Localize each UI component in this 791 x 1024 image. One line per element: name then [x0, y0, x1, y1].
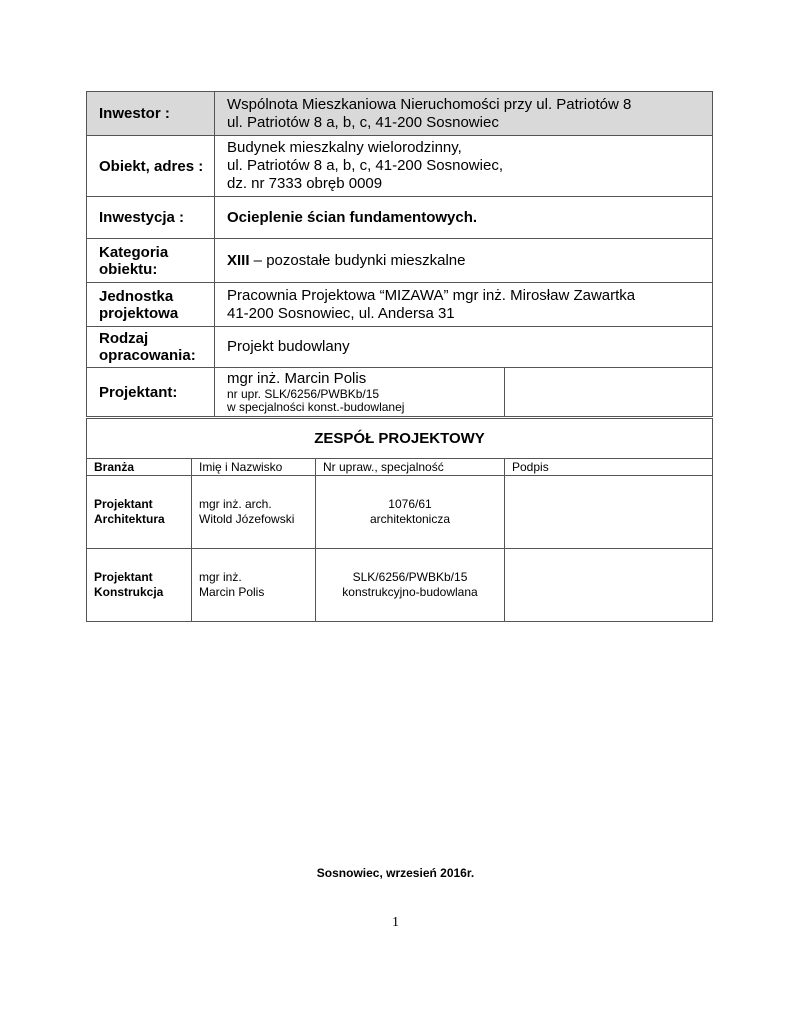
- row-license-line-1: SLK/6256/PWBKb/15: [352, 570, 468, 584]
- designer-license: nr upr. SLK/6256/PWBKb/15: [227, 387, 380, 401]
- object-value: [215, 136, 713, 197]
- table-row: [87, 549, 713, 622]
- investor-value: [215, 92, 713, 136]
- design-unit-label-line-2: projektowa: [99, 304, 179, 322]
- table-row: [87, 476, 713, 549]
- design-unit-row: [87, 283, 713, 327]
- row-branza: [87, 549, 192, 622]
- category-code: XIII: [227, 251, 250, 269]
- header-branza: Branża: [87, 459, 192, 476]
- designer-signature-cell: [505, 368, 713, 417]
- row-name-line-2: Marcin Polis: [199, 585, 265, 599]
- category-label-line-1: Kategoria: [99, 243, 169, 261]
- row-license: [316, 549, 505, 622]
- team-title: ZESPÓŁ PROJEKTOWY: [87, 419, 713, 459]
- design-unit-label-line-1: Jednostka: [99, 287, 174, 305]
- design-unit-line-2: 41-200 Sosnowiec, ul. Andersa 31: [227, 304, 455, 322]
- object-line-1: Budynek mieszkalny wielorodzinny,: [227, 139, 462, 156]
- design-unit-value: [215, 283, 713, 327]
- row-license-line-1: 1076/61: [388, 497, 432, 511]
- investor-line-1: Wspólnota Mieszkaniowa Nieruchomości przy ul. Patriotów 8: [227, 95, 632, 113]
- row-name-line-1: mgr inż. arch.: [199, 497, 272, 511]
- designer-specialty: w specjalności konst.-budowlanej: [227, 400, 405, 414]
- object-line-3: dz. nr 7333 obręb 0009: [227, 175, 383, 192]
- project-info-table: [86, 91, 713, 417]
- object-label: Obiekt, adres :: [87, 136, 215, 197]
- header-license: Nr upraw., specjalność: [316, 459, 505, 476]
- row-license-line-2: architektonicza: [369, 512, 451, 526]
- document-type-row: [87, 327, 713, 368]
- row-branza-line-2: Architektura: [94, 512, 165, 526]
- category-label-line-2: obiektu:: [99, 260, 158, 278]
- document-type-label-line-2: opracowania:: [99, 347, 196, 364]
- design-unit-line-1: Pracownia Projektowa “MIZAWA” mgr inż. Mirosław Zawartka: [227, 286, 636, 304]
- header-name: Imię i Nazwisko: [192, 459, 316, 476]
- design-team-table: [86, 418, 713, 622]
- category-row: [87, 239, 713, 283]
- row-branza-line-1: Projektant: [94, 497, 153, 511]
- document-type-label: [87, 327, 215, 368]
- row-name: [192, 549, 316, 622]
- designer-row: [87, 368, 713, 417]
- team-title-row: [87, 419, 713, 459]
- row-name-line-1: mgr inż.: [199, 570, 242, 584]
- investment-row: [87, 197, 713, 239]
- row-branza-line-1: Projektant: [94, 570, 153, 584]
- row-license-line-2: konstrukcyjno-budowlana: [342, 585, 478, 599]
- designer-value: [215, 368, 505, 417]
- investor-row: [87, 92, 713, 136]
- category-value: [215, 239, 713, 283]
- header-signature: Podpis: [505, 459, 713, 476]
- team-header-row: [87, 459, 713, 476]
- category-label: [87, 239, 215, 283]
- row-name-line-2: Witold Józefowski: [199, 512, 295, 526]
- row-signature-cell: [505, 476, 713, 549]
- designer-label: Projektant:: [87, 368, 215, 417]
- investor-line-2: ul. Patriotów 8 a, b, c, 41-200 Sosnowiec: [227, 113, 499, 131]
- row-branza: [87, 476, 192, 549]
- investment-label: Inwestycja :: [87, 197, 215, 239]
- object-row: [87, 136, 713, 197]
- designer-name: mgr inż. Marcin Polis: [227, 370, 367, 387]
- place-date: Sosnowiec, wrzesień 2016r.: [316, 866, 475, 880]
- row-branza-line-2: Konstrukcja: [94, 585, 164, 599]
- document-type-value: Projekt budowlany: [215, 327, 713, 368]
- investor-label: Inwestor :: [87, 92, 215, 136]
- page-number: 1: [392, 915, 399, 930]
- row-signature-cell: [505, 549, 713, 622]
- row-name: [192, 476, 316, 549]
- object-line-2: ul. Patriotów 8 a, b, c, 41-200 Sosnowiec,: [227, 157, 503, 174]
- row-license: [316, 476, 505, 549]
- category-description: – pozostałe budynki mieszkalne: [249, 251, 466, 269]
- document-type-label-line-1: Rodzaj: [99, 330, 149, 347]
- investment-value: Ocieplenie ścian fundamentowych.: [215, 197, 713, 239]
- design-unit-label: [87, 283, 215, 327]
